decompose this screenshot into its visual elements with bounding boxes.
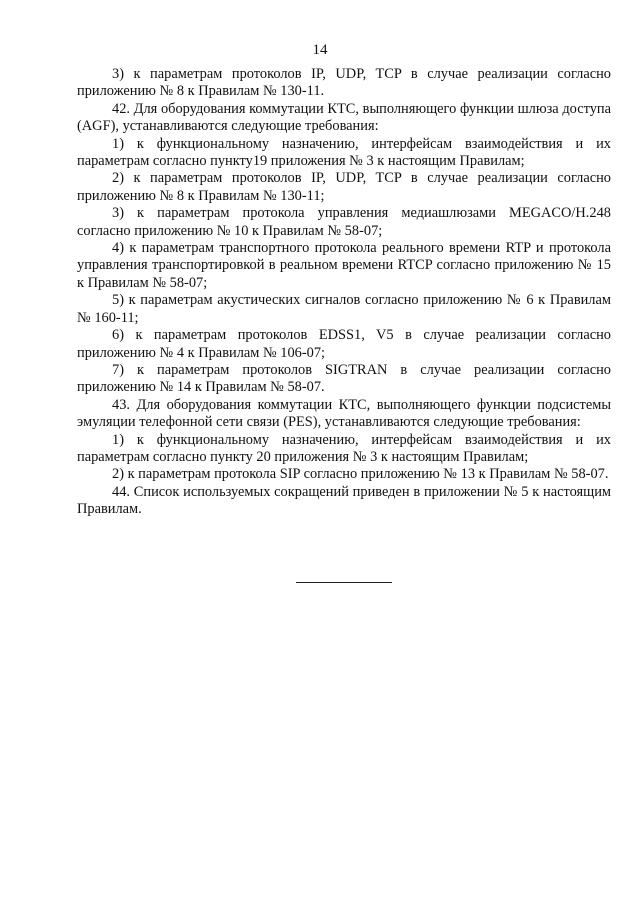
paragraph-42-item-2: 2) к параметрам протоколов IP, UDP, TCP в случае реализации согласно приложению № 8 к Правилам № 130-11; [77,170,611,204]
paragraph-42-agf-heading: 42. Для оборудования коммутации КТС, выполняющего функции шлюза доступа (AGF), устанавливаются следующие требования: [77,100,611,135]
paragraph-42-item-1: 1) к функциональному назначению, интерфейсам взаимодействия и их параметрам согласно пункту19 приложения № 3 к настоящим Правилам; [77,135,611,170]
paragraph-43-pes-heading: 43. Для оборудования коммутации КТС, выполняющего функции подсистемы эмуляции телефонной сети связи (PES), устанавливаются следующие требования: [77,396,611,431]
paragraph-42-item-6: 6) к параметрам протоколов EDSS1, V5 в случае реализации согласно приложению № 4 к Правилам № 106-07; [77,327,611,361]
paragraph-43-item-1: 1) к функциональному назначению, интерфейсам взаимодействия и их параметрам согласно пункту 20 приложения № 3 к настоящим Правилам; [77,431,611,465]
paragraph-43-item-2: 2) к параметрам протокола SIP согласно приложению № 13 к Правилам № 58-07. [112,466,609,483]
paragraph-42-item-7: 7) к параметрам протоколов SIGTRAN в случае реализации согласно приложению № 14 к Правилам № 58-07. [77,361,611,396]
paragraph-42-item-5: 5) к параметрам акустических сигналов согласно приложению № 6 к Правилам № 160-11; [77,292,611,326]
paragraph-44-abbreviations: 44. Список используемых сокращений приведен в приложении № 5 к настоящим Правилам. [77,483,611,518]
paragraph-42-item-3: 3) к параметрам протокола управления медиашлюзами MEGACO/H.248 согласно приложению № 10 к Правилам № 58-07; [77,205,611,239]
paragraph-item-3-ip-udp-tcp: 3) к параметрам протоколов IP, UDP, TCP в случае реализации согласно приложению № 8 к Правилам № 130-11. [77,66,611,100]
paragraph-42-item-4: 4) к параметрам транспортного протокола реального времени RTP и протокола управления транспортировкой в реальном времени RTCP согласно приложению № 15 к Правилам № 58-07; [77,240,611,291]
document-body [77,66,611,519]
end-divider [296,582,392,583]
page-number: 14 [312,42,328,58]
